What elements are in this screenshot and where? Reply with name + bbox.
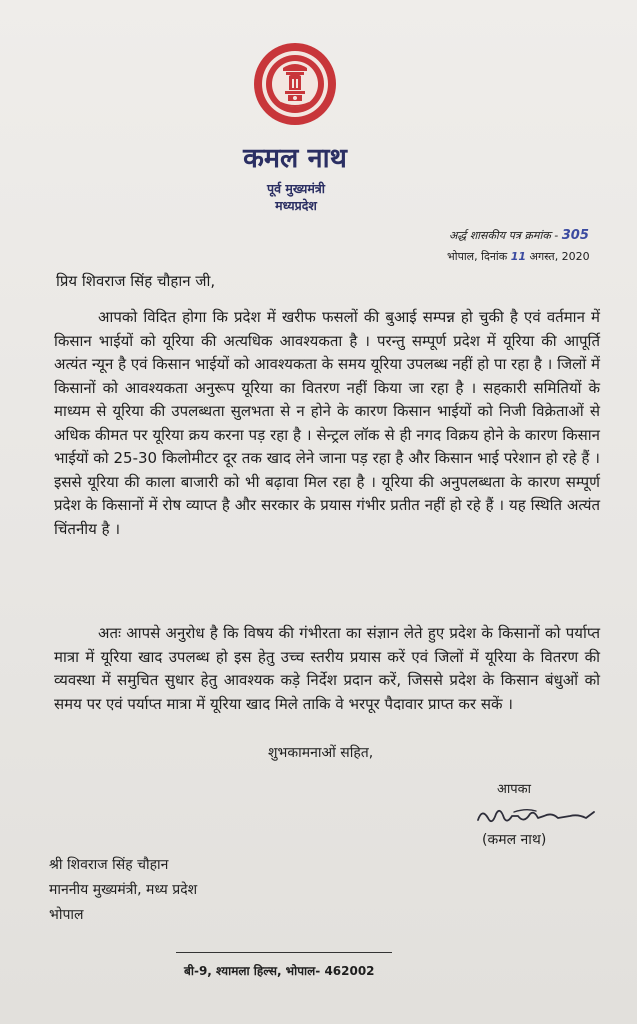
date-prefix: भोपाल, दिनांक [447,250,508,263]
body-paragraph-2 [54,622,600,716]
recipient-name: श्री शिवराज सिंह चौहान [49,857,169,873]
body-paragraph-1 [54,306,600,541]
letterhead-name: कमल नाथ [243,143,347,174]
signature-image [474,802,600,832]
footer-divider [176,952,392,953]
recipient-city: भोपाल [49,907,84,923]
reference-number: 305 [561,228,589,243]
closing: शुभकामनाओं सहित, [268,745,374,761]
salutation: प्रिय शिवराज सिंह चौहान जी, [56,272,216,290]
sign-off-name: (कमल नाथ) [482,832,547,848]
letterhead-title: पूर्व मुख्यमंत्री [266,181,326,196]
body-paragraph-2-text: अतः आपसे अनुरोध है कि विषय की गंभीरता का संज्ञान लेते हुए प्रदेश के किसानों को पर्याप्त मात्रा में यूरिया खाद उपलब्ध हो इस हेतु उच्च स्तरीय प्रयास करें एवं जिलों में यूरिया के वितरण की व्यवस्था में समुचित सुधार हेतु आवश्यक कड़े निर्देश प्रदान करें, जिससे प्रदेश के किसान बंधुओं को समय पर एवं पर्याप्त मात्रा में यूरिया खाद मिले ताकि वे भरपूर पैदावार प्राप्त कर सकें । [54,624,600,713]
state-emblem-icon [253,42,337,126]
date-line [447,249,590,264]
recipient-designation: माननीय मुख्यमंत्री, मध्य प्रदेश [49,882,198,898]
sign-off-yours: आपका [497,782,532,797]
reference-line [449,228,589,243]
body-paragraph-1-text: आपको विदित होगा कि प्रदेश में खरीफ फसलों की बुआई सम्पन्न हो चुकी है एवं वर्तमान में किसान भाईयों को यूरिया की अत्यधिक आवश्यकता है । परन्तु सम्पूर्ण प्रदेश में यूरिया की आपूर्ति अत्यंत न्यून है एवं किसान भाईयों को आवश्यकता के समय यूरिया उपलब्ध नहीं हो पा रहा है । जिलों में किसानों को आवश्यकता अनुरूप यूरिया का वितरण नहीं किया जा रहा है । सहकारी समितियों के माध्यम से यूरिया की उपलब्धता सुलभता से न होने के कारण किसान भाईयों को निजी विक्रेताओं से अधिक कीमत पर यूरिया क्रय करना पड़ रहा है । सेन्ट्रल लॉक से ही नगद विक्रय होने के कारण किसान भाईयों को 25-30 किलोमीटर दूर तक खाद लेने जाना पड़ रहा है और किसान भाई परेशान हो रहे हैं । इससे यूरिया की काला बाजारी को भी बढ़ावा मिल रहा है । यूरिया की अनुपलब्धता के कारण सम्पूर्ण प्रदेश के किसानों में रोष व्याप्त है और सरकार के प्रयास गंभीर प्रतीत नहीं हो रहे हैं । यह स्थिति अत्यंत चिंतनीय है । [54,308,600,538]
date-month-year: अगस्त, 2020 [529,250,590,263]
letterhead-state: मध्यप्रदेश [275,198,317,213]
date-day: 11 [510,250,527,263]
reference-label: अर्द्ध शासकीय पत्र क्रमांक - [449,229,559,242]
footer-address: बी-9, श्यामला हिल्स, भोपाल- 462002 [184,964,375,978]
